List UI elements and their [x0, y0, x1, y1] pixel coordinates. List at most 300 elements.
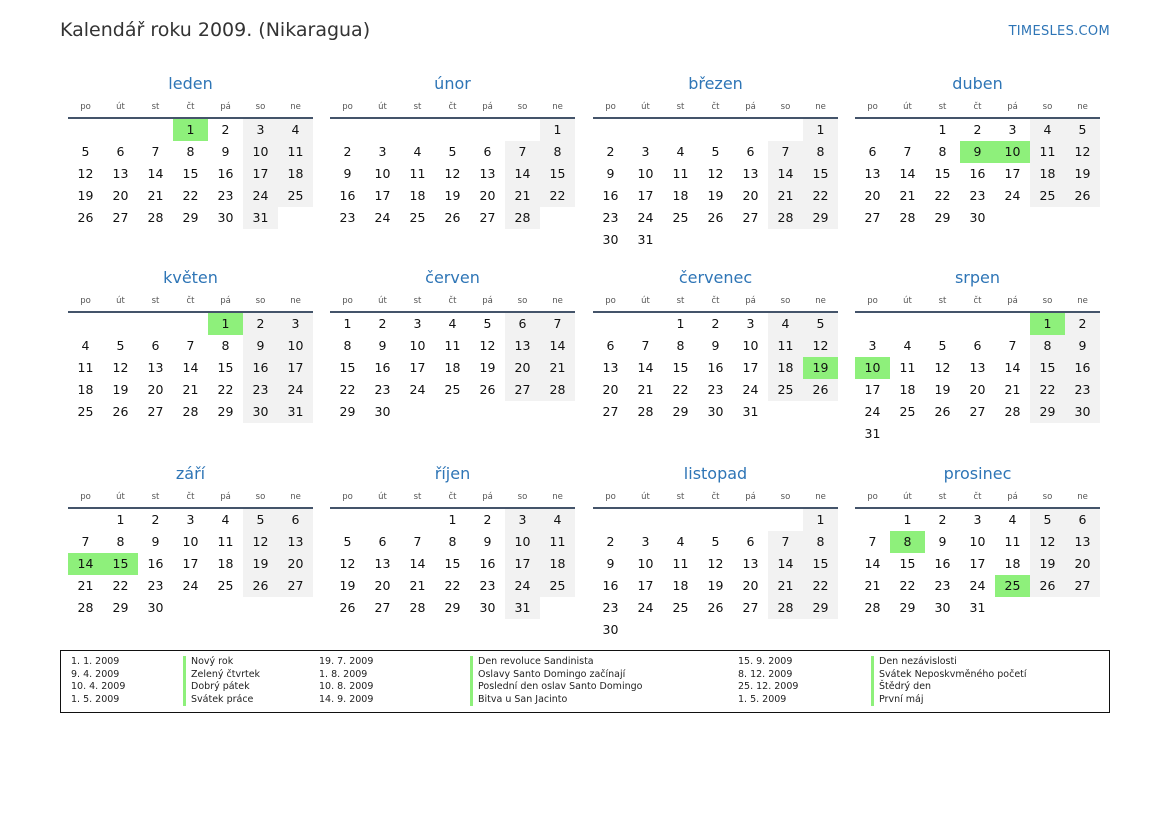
weekday-label: ne [1077, 296, 1088, 306]
day-cell: 31 [864, 426, 881, 441]
empty-day-cell [855, 119, 890, 141]
empty-day-cell [505, 401, 540, 423]
week-row [593, 229, 838, 251]
weekday-label: út [116, 296, 125, 306]
day-cell: 10 [637, 166, 654, 181]
weekend-day-cell: 29 [803, 207, 838, 229]
day-cell: 6 [151, 338, 160, 353]
day-cell: 30 [602, 232, 619, 247]
day-cell: 26 [707, 600, 724, 615]
weekend-day-cell: 24 [505, 575, 540, 597]
day-cell: 6 [483, 144, 492, 159]
legend-date: 9. 4. 2009 [71, 668, 120, 680]
weekend-day-cell: 6 [505, 313, 540, 335]
empty-day-cell [1065, 207, 1100, 229]
weekday-label: so [780, 102, 791, 112]
weekend-day-cell: 13 [1065, 531, 1100, 553]
day-cell: 13 [969, 360, 986, 375]
weekday-header [855, 97, 1100, 119]
weekend-day-cell: 11 [1030, 141, 1065, 163]
day-cell: 10 [637, 556, 654, 571]
week-row [68, 207, 313, 229]
weekday-label: čt [448, 102, 457, 112]
weekend-day-cell: 8 [803, 531, 838, 553]
weekday-label: st [676, 296, 685, 306]
weekday-label: pá [1007, 102, 1018, 112]
day-cell: 27 [147, 404, 164, 419]
day-cell: 17 [409, 360, 426, 375]
weekday-label: st [151, 492, 160, 502]
month-10 [593, 463, 838, 641]
weekend-day-cell: 16 [1065, 357, 1100, 379]
weekday-label: út [641, 102, 650, 112]
empty-day-cell [365, 119, 400, 141]
empty-day-cell [103, 119, 138, 141]
legend-date: 10. 4. 2009 [71, 681, 126, 692]
weekend-day-cell: 5 [243, 509, 278, 531]
weekend-day-cell: 14 [768, 163, 803, 185]
weekday-label: po [605, 102, 616, 112]
day-cell: 18 [672, 188, 689, 203]
day-cell: 3 [186, 512, 195, 527]
day-cell: 19 [339, 578, 356, 593]
weekday-header [68, 487, 313, 509]
week-row [593, 553, 838, 575]
day-cell: 19 [934, 382, 951, 397]
day-cell: 20 [742, 578, 759, 593]
day-cell: 21 [637, 382, 654, 397]
day-cell: 14 [899, 166, 916, 181]
day-cell: 30 [602, 622, 619, 637]
day-cell: 21 [899, 188, 916, 203]
empty-day-cell [803, 229, 838, 251]
weekday-label: pá [482, 102, 493, 112]
day-cell: 4 [676, 144, 685, 159]
weekend-day-cell: 23 [243, 379, 278, 401]
day-cell: 21 [409, 578, 426, 593]
day-cell: 2 [938, 512, 947, 527]
day-cell: 23 [217, 188, 234, 203]
empty-day-cell [803, 401, 838, 423]
weekday-label: so [255, 102, 266, 112]
weekday-label: út [641, 296, 650, 306]
weekend-day-cell: 10 [278, 335, 313, 357]
week-row [68, 509, 313, 531]
empty-day-cell [995, 597, 1030, 619]
day-cell: 1 [343, 316, 352, 331]
day-cell: 13 [742, 556, 759, 571]
legend-holiday-name: Dobrý pátek [183, 681, 260, 694]
weekend-day-cell: 15 [540, 163, 575, 185]
weekend-day-cell: 21 [505, 185, 540, 207]
day-cell: 9 [378, 338, 387, 353]
day-cell: 24 [742, 382, 759, 397]
day-cell: 23 [602, 600, 619, 615]
weekday-label: čt [186, 492, 195, 502]
day-cell: 21 [77, 578, 94, 593]
day-cell: 25 [672, 210, 689, 225]
day-cell: 1 [448, 512, 457, 527]
weekday-label: st [938, 296, 947, 306]
day-cell: 5 [116, 338, 125, 353]
day-cell: 23 [147, 578, 164, 593]
day-cell: 26 [112, 404, 129, 419]
weekday-label: st [938, 102, 947, 112]
day-cell: 25 [77, 404, 94, 419]
weekend-day-cell: 2 [243, 313, 278, 335]
day-cell: 14 [147, 166, 164, 181]
day-cell: 31 [969, 600, 986, 615]
weekday-label: po [80, 296, 91, 306]
weekday-label: st [151, 296, 160, 306]
month-name: květen [163, 268, 218, 287]
empty-day-cell [1065, 423, 1100, 445]
day-cell: 22 [112, 578, 129, 593]
empty-day-cell [68, 313, 103, 335]
weekend-day-cell: 15 [803, 553, 838, 575]
weekend-day-cell: 31 [278, 401, 313, 423]
week-row [593, 379, 838, 401]
weekday-label: so [1042, 102, 1053, 112]
weekday-label: ne [1077, 102, 1088, 112]
day-cell: 5 [448, 144, 457, 159]
weekend-day-cell: 14 [768, 553, 803, 575]
day-cell: 11 [77, 360, 94, 375]
day-cell: 15 [217, 360, 234, 375]
weekday-header [330, 291, 575, 313]
week-row [855, 553, 1100, 575]
weekend-day-cell: 22 [803, 185, 838, 207]
day-cell: 3 [378, 144, 387, 159]
empty-day-cell [540, 207, 575, 229]
weekend-day-cell: 20 [278, 553, 313, 575]
day-cell: 26 [707, 210, 724, 225]
day-cell: 12 [934, 360, 951, 375]
week-row [330, 357, 575, 379]
empty-day-cell [663, 619, 698, 641]
week-row [855, 163, 1100, 185]
day-cell: 23 [339, 210, 356, 225]
day-cell: 6 [378, 534, 387, 549]
empty-day-cell [68, 119, 103, 141]
weekend-day-cell: 26 [803, 379, 838, 401]
week-row [593, 401, 838, 423]
day-cell: 30 [969, 210, 986, 225]
weekday-label: st [676, 492, 685, 502]
weekday-label: út [903, 102, 912, 112]
day-cell: 30 [147, 600, 164, 615]
empty-day-cell [768, 119, 803, 141]
day-cell: 5 [938, 338, 947, 353]
week-row [330, 185, 575, 207]
day-cell: 16 [217, 166, 234, 181]
weekday-label: ne [815, 492, 826, 502]
day-cell: 16 [479, 556, 496, 571]
week-row [593, 357, 838, 379]
weekend-day-cell: 24 [278, 379, 313, 401]
weekday-label: st [151, 102, 160, 112]
day-cell: 4 [413, 144, 422, 159]
day-cell: 23 [707, 382, 724, 397]
day-cell: 30 [934, 600, 951, 615]
day-cell: 11 [672, 556, 689, 571]
day-cell: 6 [973, 338, 982, 353]
week-row [855, 379, 1100, 401]
day-cell: 4 [676, 534, 685, 549]
day-cell: 17 [864, 382, 881, 397]
day-cell: 28 [637, 404, 654, 419]
week-row [855, 141, 1100, 163]
day-cell: 17 [182, 556, 199, 571]
day-cell: 18 [672, 578, 689, 593]
weekend-day-cell: 11 [278, 141, 313, 163]
empty-day-cell [593, 119, 628, 141]
day-cell: 3 [1008, 122, 1017, 137]
day-cell: 9 [151, 534, 160, 549]
weekend-day-cell: 15 [803, 163, 838, 185]
day-cell: 9 [606, 166, 615, 181]
day-cell: 12 [707, 166, 724, 181]
day-cell: 9 [711, 338, 720, 353]
day-cell: 10 [409, 338, 426, 353]
day-cell: 13 [742, 166, 759, 181]
week-row [855, 185, 1100, 207]
day-cell: 24 [637, 600, 654, 615]
day-cell: 25 [409, 210, 426, 225]
month-4 [68, 267, 313, 423]
weekend-day-cell: 28 [540, 379, 575, 401]
week-row [68, 357, 313, 379]
legend-date: 1. 5. 2009 [738, 693, 787, 705]
day-cell: 2 [378, 316, 387, 331]
weekend-day-cell: 21 [768, 575, 803, 597]
day-cell: 22 [899, 578, 916, 593]
legend-holiday-name: Poslední den oslav Santo Domingo [470, 681, 642, 694]
week-row [855, 423, 1100, 445]
day-cell: 14 [182, 360, 199, 375]
weekday-label: po [605, 492, 616, 502]
day-cell: 15 [339, 360, 356, 375]
legend-col3-dates [738, 656, 798, 706]
empty-day-cell [663, 229, 698, 251]
day-cell: 6 [746, 144, 755, 159]
empty-day-cell [628, 119, 663, 141]
weekday-label: čt [186, 102, 195, 112]
month-name: červenec [678, 268, 753, 287]
weekend-day-cell: 19 [243, 553, 278, 575]
weekday-label: so [517, 492, 528, 502]
weekday-label: pá [745, 296, 756, 306]
week-row [593, 597, 838, 619]
week-row [68, 401, 313, 423]
weekday-header [855, 291, 1100, 313]
legend-holiday-name: Zelený čtvrtek [183, 669, 260, 682]
week-row [855, 357, 1100, 379]
weekday-label: so [1042, 296, 1053, 306]
weekday-header [855, 487, 1100, 509]
day-cell: 27 [479, 210, 496, 225]
day-cell: 5 [483, 316, 492, 331]
day-cell: 7 [903, 144, 912, 159]
day-cell: 21 [1004, 382, 1021, 397]
day-cell: 29 [112, 600, 129, 615]
empty-day-cell [505, 119, 540, 141]
day-cell: 1 [903, 512, 912, 527]
empty-day-cell [173, 313, 208, 335]
day-cell: 27 [969, 404, 986, 419]
weekday-label: po [605, 296, 616, 306]
weekend-day-cell: 28 [768, 597, 803, 619]
empty-day-cell [698, 619, 733, 641]
weekday-label: so [255, 492, 266, 502]
week-row [68, 531, 313, 553]
weekday-header [330, 487, 575, 509]
weekday-label: ne [290, 492, 301, 502]
day-cell: 10 [182, 534, 199, 549]
day-cell: 8 [116, 534, 125, 549]
day-cell: 6 [868, 144, 877, 159]
weekday-label: pá [220, 102, 231, 112]
day-cell: 7 [641, 338, 650, 353]
legend-holiday-name: Svátek práce [183, 694, 260, 707]
weekend-day-cell: 18 [768, 357, 803, 379]
day-cell: 2 [606, 534, 615, 549]
day-cell: 19 [707, 188, 724, 203]
week-row [330, 575, 575, 597]
week-row [330, 379, 575, 401]
month-1 [330, 73, 575, 229]
day-cell: 8 [221, 338, 230, 353]
day-cell: 4 [1008, 512, 1017, 527]
day-cell: 7 [413, 534, 422, 549]
weekday-label: po [867, 296, 878, 306]
weekend-day-cell: 28 [768, 207, 803, 229]
day-cell: 24 [864, 404, 881, 419]
empty-day-cell [855, 313, 890, 335]
weekend-day-cell: 7 [540, 313, 575, 335]
weekday-label: so [517, 102, 528, 112]
month-8 [68, 463, 313, 619]
weekday-label: čt [973, 296, 982, 306]
empty-day-cell [890, 423, 925, 445]
day-cell: 8 [186, 144, 195, 159]
weekday-label: út [116, 102, 125, 112]
day-cell: 20 [742, 188, 759, 203]
month-6 [593, 267, 838, 423]
weekend-day-cell: 10 [243, 141, 278, 163]
day-cell: 17 [374, 188, 391, 203]
legend-date: 1. 1. 2009 [71, 656, 120, 667]
month-name: březen [688, 74, 743, 93]
day-cell: 28 [182, 404, 199, 419]
weekend-day-cell: 1 [803, 119, 838, 141]
week-row [593, 509, 838, 531]
day-cell: 14 [1004, 360, 1021, 375]
week-row [68, 119, 313, 141]
day-cell: 27 [742, 210, 759, 225]
day-cell: 30 [374, 404, 391, 419]
weekend-day-cell: 3 [505, 509, 540, 531]
weekend-day-cell: 12 [243, 531, 278, 553]
empty-day-cell [628, 509, 663, 531]
month-name: červen [425, 268, 480, 287]
weekend-day-cell: 27 [278, 575, 313, 597]
day-cell: 11 [672, 166, 689, 181]
empty-day-cell [733, 119, 768, 141]
weekend-day-cell: 13 [278, 531, 313, 553]
weekend-day-cell: 18 [1030, 163, 1065, 185]
weekend-day-cell: 29 [803, 597, 838, 619]
day-cell: 25 [217, 578, 234, 593]
weekday-label: ne [290, 296, 301, 306]
legend-date: 1. 8. 2009 [319, 668, 368, 680]
weekday-label: po [342, 102, 353, 112]
day-cell: 19 [479, 360, 496, 375]
day-cell: 19 [444, 188, 461, 203]
weekday-label: ne [552, 102, 563, 112]
day-cell: 24 [182, 578, 199, 593]
day-cell: 10 [374, 166, 391, 181]
day-cell: 2 [343, 144, 352, 159]
day-cell: 11 [217, 534, 234, 549]
weekday-label: st [676, 102, 685, 112]
day-cell: 18 [77, 382, 94, 397]
week-row [855, 531, 1100, 553]
holiday-day-cell: 8 [890, 531, 925, 553]
day-cell: 16 [969, 166, 986, 181]
site-link[interactable]: TIMESLES.COM [1008, 24, 1110, 39]
weekend-day-cell: 8 [803, 141, 838, 163]
day-cell: 18 [899, 382, 916, 397]
day-cell: 7 [868, 534, 877, 549]
weekday-label: út [378, 296, 387, 306]
legend-date: 19. 7. 2009 [319, 656, 374, 667]
weekday-label: út [903, 296, 912, 306]
empty-day-cell [768, 619, 803, 641]
empty-day-cell [138, 119, 173, 141]
weekend-day-cell: 28 [505, 207, 540, 229]
day-cell: 4 [221, 512, 230, 527]
legend-holiday-name: Nový rok [183, 656, 260, 669]
weekday-label: út [378, 102, 387, 112]
day-cell: 28 [409, 600, 426, 615]
weekday-label: čt [186, 296, 195, 306]
day-cell: 16 [602, 578, 619, 593]
weekend-day-cell: 4 [1030, 119, 1065, 141]
week-row [330, 119, 575, 141]
weekend-day-cell: 23 [1065, 379, 1100, 401]
day-cell: 7 [151, 144, 160, 159]
empty-day-cell [330, 119, 365, 141]
day-cell: 16 [934, 556, 951, 571]
weekend-day-cell: 22 [1030, 379, 1065, 401]
empty-day-cell [103, 313, 138, 335]
week-row [330, 553, 575, 575]
weekend-day-cell: 18 [540, 553, 575, 575]
weekday-label: so [517, 296, 528, 306]
day-cell: 29 [899, 600, 916, 615]
weekday-label: čt [711, 102, 720, 112]
empty-day-cell [365, 509, 400, 531]
weekend-day-cell: 27 [1065, 575, 1100, 597]
empty-day-cell [400, 401, 435, 423]
day-cell: 16 [707, 360, 724, 375]
weekday-header [68, 97, 313, 119]
day-cell: 30 [217, 210, 234, 225]
weekend-day-cell: 19 [1030, 553, 1065, 575]
day-cell: 6 [746, 534, 755, 549]
weekend-day-cell: 22 [803, 575, 838, 597]
